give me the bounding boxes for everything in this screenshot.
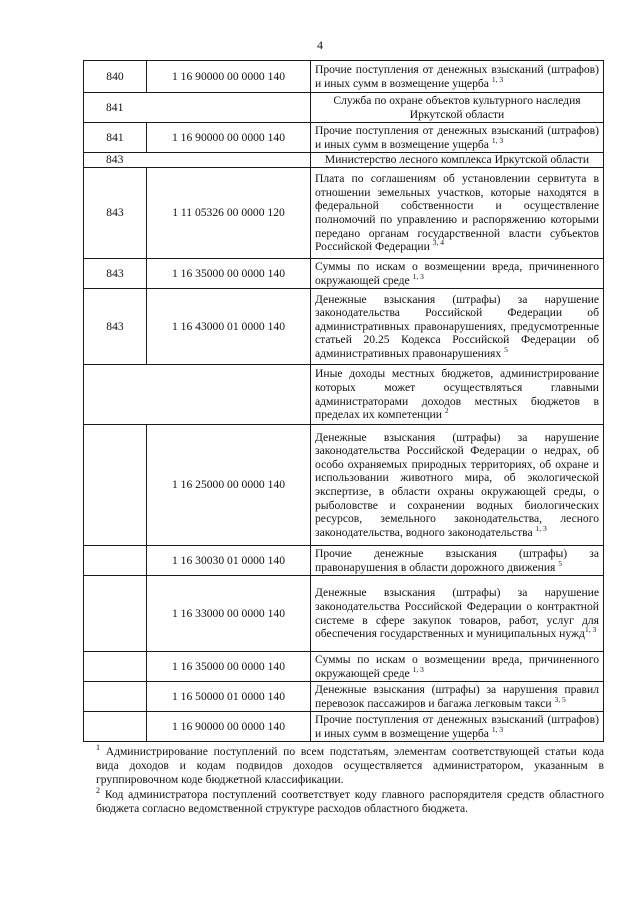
- table-row: [84, 682, 604, 712]
- table-row: [84, 712, 604, 742]
- revenue-name-text: Суммы по искам о возмещении вреда, причиненного окружающей среде: [315, 652, 599, 680]
- budget-code-cell: 1 16 50000 01 0000 140: [147, 682, 311, 712]
- revenue-name-cell: [311, 259, 604, 289]
- footnote-mark: 2: [96, 786, 100, 796]
- footnote-text: Код администратора поступлений соответствует коду главного распорядителя средств областного бюджета согласно ведомственной структуре расходов областного бюджета.: [96, 788, 604, 816]
- revenue-name-text: Денежные взыскания (штрафы) за нарушение законодательства Российской Федерации о недрах, об особо охраняемых природных территориях, об охране и использовании животного мира, об экологической экспертизе, в области охраны окружающей среды, о рыболовстве и сохранении водных биологических ресурсов, земельного законодательства, лесного законодательства, водного законодательства: [315, 430, 599, 539]
- admin-code-cell: 840: [84, 61, 147, 93]
- footnote-ref: 1, 3: [584, 625, 597, 635]
- footnote-ref: 1, 3: [412, 664, 424, 674]
- revenue-name-text: Прочие поступления от денежных взысканий (штрафов) и иных сумм в возмещение ущерба: [315, 62, 599, 90]
- table-row: [84, 153, 604, 168]
- budget-code-cell: 1 16 90000 00 0000 140: [147, 123, 311, 153]
- footnote-ref: 1, 3: [491, 135, 504, 145]
- admin-code-cell: 843: [84, 153, 311, 168]
- admin-code-cell: 843: [84, 259, 147, 289]
- revenue-administrators-table: [83, 60, 604, 742]
- budget-code-cell: 1 16 30030 01 0000 140: [147, 546, 311, 576]
- revenue-name-text: Денежные взыскания (штрафы) за нарушение законодательства Российской Федерации о контрактной системе в сфере закупок товаров, работ, услуг для обеспечения государственных и муниципальных нужд: [315, 586, 599, 641]
- revenue-name-text: Денежные взыскания (штрафы) за нарушения правил перевозок пассажиров и багажа легковым такси: [315, 682, 599, 710]
- admin-code-cell: 843: [84, 289, 147, 365]
- revenue-name-text: Прочие денежные взыскания (штрафы) за правонарушения в области дорожного движения: [315, 546, 599, 574]
- revenue-name-text: Денежные взыскания (штрафы) за нарушение законодательства Российской Федерации об административных правонарушениях, предусмотренные статьей 20.25 Кодекса Российской Федерации об административных правонарушениях: [315, 292, 599, 360]
- table-row: [84, 652, 604, 682]
- revenue-name-cell: [311, 576, 604, 652]
- table-row: [84, 425, 604, 546]
- footnote-2: [96, 788, 604, 816]
- revenue-name-cell: [311, 168, 604, 259]
- footnote-ref: 2: [444, 406, 449, 416]
- budget-code-cell: 1 16 90000 00 0000 140: [147, 61, 311, 93]
- footnote-ref: 3, 5: [554, 694, 566, 704]
- table-row: [84, 61, 604, 93]
- revenue-name-cell: [311, 682, 604, 712]
- table-row: [84, 546, 604, 576]
- admin-code-cell: 843: [84, 168, 147, 259]
- budget-code-cell: 1 16 90000 00 0000 140: [147, 712, 311, 742]
- blank-cell: [84, 365, 311, 425]
- revenue-name-text: Суммы по искам о возмещении вреда, причиненного окружающей среде: [315, 259, 599, 287]
- revenue-name-cell: [311, 652, 604, 682]
- revenue-name-cell: [311, 425, 604, 546]
- admin-code-cell: 841: [84, 93, 311, 123]
- budget-code-cell: 1 11 05326 00 0000 120: [147, 168, 311, 259]
- footnote-ref: 1, 3: [535, 523, 547, 533]
- budget-code-cell: 1 16 35000 00 0000 140: [147, 259, 311, 289]
- table-row: [84, 365, 604, 425]
- revenue-name-cell: [311, 289, 604, 365]
- footnote-ref: 5: [504, 344, 508, 354]
- footnote-ref: 1, 3: [491, 74, 504, 84]
- footnote-ref: 3, 4: [432, 238, 444, 248]
- budget-code-cell: 1 16 35000 00 0000 140: [147, 652, 311, 682]
- budget-code-cell: 1 16 25000 00 0000 140: [147, 425, 311, 546]
- admin-code-cell: [84, 576, 147, 652]
- footnote-text: Администрирование поступлений по всем подстатьям, элементам соответствующей статьи кода вида доходов и кодам подвидов доходов осуществляется администратором, указанным в группировочном коде бюджетной классификации.: [96, 745, 605, 786]
- revenue-name-cell: [311, 153, 604, 168]
- footnote-ref: 1, 3: [412, 271, 424, 281]
- footnote-1: [96, 745, 604, 786]
- revenue-name-text: Министерство лесного комплекса Иркутской области: [324, 153, 590, 167]
- table-row: [84, 93, 604, 123]
- revenue-name-cell: [311, 61, 604, 93]
- admin-code-cell: [84, 546, 147, 576]
- admin-code-cell: [84, 425, 147, 546]
- revenue-name-text: Плата по соглашениям об установлении сервитута в отношении земельных участков, которые находятся в федеральной собственности и осуществление полномочий по управлению и распоряжению которыми передано органам государственной власти субъектов Российской Федерации: [315, 172, 599, 254]
- admin-code-cell: [84, 682, 147, 712]
- page-number: 4: [317, 38, 323, 52]
- table-row: [84, 123, 604, 153]
- revenue-name-cell: [311, 123, 604, 153]
- revenue-name-text: Иные доходы местных бюджетов, администрирование которых может осуществляться главными администраторами доходов местных бюджетов в пределах их компетенции: [315, 367, 599, 422]
- footnote-ref: 1, 3: [491, 724, 504, 734]
- revenue-name-text: Служба по охране объектов культурного наследия Иркутской области: [333, 93, 581, 121]
- revenue-name-cell: [311, 93, 604, 123]
- footnotes: [96, 745, 604, 818]
- revenue-name-cell: [311, 546, 604, 576]
- revenue-name-cell: [311, 365, 604, 425]
- revenue-name-text: Прочие поступления от денежных взысканий (штрафов) и иных сумм в возмещение ущерба: [315, 123, 599, 151]
- admin-code-cell: [84, 712, 147, 742]
- revenue-name-text: Прочие поступления от денежных взысканий (штрафов) и иных сумм в возмещение ущерба: [315, 712, 599, 740]
- table-row: [84, 576, 604, 652]
- admin-code-cell: 841: [84, 123, 147, 153]
- table-row: [84, 168, 604, 259]
- table-row: [84, 259, 604, 289]
- budget-code-cell: 1 16 33000 00 0000 140: [147, 576, 311, 652]
- table-row: [84, 289, 604, 365]
- admin-code-cell: [84, 652, 147, 682]
- revenue-name-cell: [311, 712, 604, 742]
- footnote-ref: 5: [558, 558, 563, 568]
- footnote-mark: 1: [96, 743, 100, 752]
- budget-code-cell: 1 16 43000 01 0000 140: [147, 289, 311, 365]
